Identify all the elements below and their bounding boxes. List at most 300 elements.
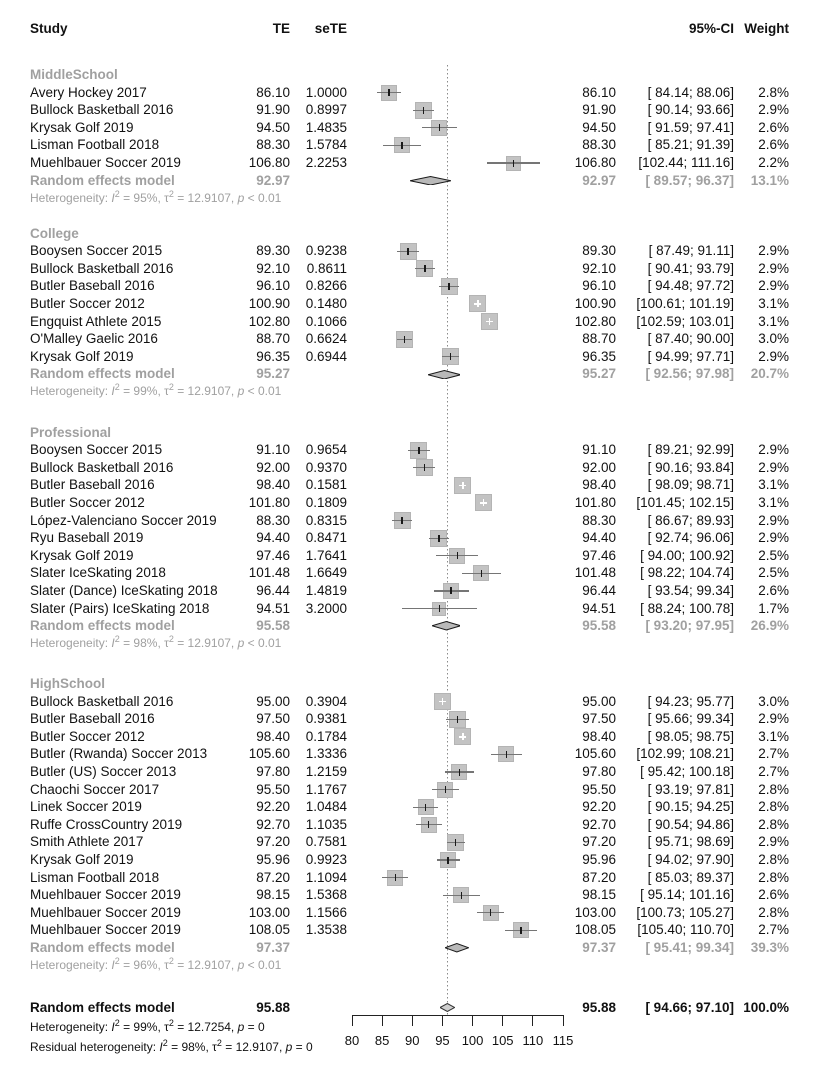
te-value: 88.70 <box>256 331 290 347</box>
sete-value: 0.9654 <box>305 442 347 458</box>
te-value-right: 87.20 <box>582 869 616 885</box>
sete-value: 1.1566 <box>305 904 347 920</box>
study-name: Ruffe CrossCountry 2019 <box>30 816 183 832</box>
ci-value: [ 95.42; 100.18] <box>640 764 734 779</box>
sete-value: 1.1035 <box>305 816 347 832</box>
sete-value: 1.1767 <box>305 781 347 797</box>
ci-value: [ 89.21; 92.99] <box>647 442 734 458</box>
ci-value: [105.40; 110.70] <box>637 922 734 938</box>
weight-value: 3.1% <box>758 728 789 744</box>
te-value: 91.90 <box>256 102 290 118</box>
overall-diamond <box>440 1003 455 1012</box>
te-value-right: 95.00 <box>582 693 616 709</box>
te-value-right: 92.10 <box>582 260 616 276</box>
weight-value: 2.9% <box>758 512 789 528</box>
subgroup-diamond <box>432 621 461 631</box>
point-estimate-tick <box>506 751 508 758</box>
te-value: 94.40 <box>256 530 290 546</box>
study-name: Chaochi Soccer 2017 <box>30 781 160 797</box>
weight-value: 3.1% <box>758 494 789 510</box>
point-estimate-tick <box>450 587 452 594</box>
study-name: Muehlbauer Soccer 2019 <box>30 155 181 170</box>
te-value-right: 92.20 <box>582 799 616 815</box>
ci-value: [ 84.14; 88.06] <box>647 84 734 100</box>
sete-value: 1.7641 <box>305 547 347 563</box>
sete-value: 0.3904 <box>305 693 347 709</box>
x-axis-tick-label: 95 <box>435 1033 450 1048</box>
te-value: 101.48 <box>248 565 290 581</box>
sete-value: 1.1094 <box>305 869 347 885</box>
weight-value: 2.8% <box>758 852 789 867</box>
te-value: 88.30 <box>256 137 290 153</box>
te-value: 97.50 <box>256 711 290 727</box>
point-estimate-tick <box>513 160 515 167</box>
weight-value: 1.7% <box>758 600 789 616</box>
x-axis-tick-label: 80 <box>344 1033 360 1048</box>
weight-value: 13.1% <box>750 172 789 188</box>
point-estimate-tick <box>395 874 397 881</box>
ci-value: [ 94.23; 95.77] <box>647 693 734 709</box>
study-name: Ryu Baseball 2019 <box>30 530 144 546</box>
ci-value: [ 98.05; 98.75] <box>647 728 734 744</box>
te-value-right: 94.40 <box>582 530 616 546</box>
weight-value: 2.9% <box>758 102 789 118</box>
weight-value: 3.0% <box>758 331 789 347</box>
ci-value: [ 94.00; 100.92] <box>640 547 734 563</box>
te-value-right: 95.96 <box>582 852 616 867</box>
point-estimate-tick <box>423 107 425 114</box>
te-value: 96.44 <box>256 582 290 598</box>
te-value: 92.20 <box>256 799 290 815</box>
point-estimate-tick <box>401 142 403 149</box>
x-axis-tick-label: 100 <box>461 1033 484 1048</box>
ci-value: [ 98.09; 98.71] <box>647 477 734 493</box>
sete-value: 1.2159 <box>305 764 347 779</box>
study-name: López-Valenciano Soccer 2019 <box>30 512 217 528</box>
sete-value: 0.1784 <box>305 728 347 744</box>
ci-value: [101.45; 102.15] <box>636 494 734 510</box>
ci-value: [ 85.03; 89.37] <box>647 869 734 885</box>
te-value: 97.37 <box>256 940 290 955</box>
sete-value: 1.3336 <box>305 746 347 762</box>
study-name: Muehlbauer Soccer 2019 <box>30 887 181 903</box>
te-value-right: 97.46 <box>582 547 616 563</box>
ci-value: [ 87.40; 90.00] <box>647 331 734 347</box>
heterogeneity-text: Heterogeneity: $I^2 = 96\%$, $\tau^2 = 12.9107$, p < 0.01 <box>30 956 282 973</box>
study-name: Krysak Golf 2019 <box>30 547 134 563</box>
te-value-right: 95.50 <box>582 781 616 797</box>
weight-value: 3.1% <box>758 313 789 329</box>
te-value: 94.51 <box>256 600 290 616</box>
point-estimate-tick <box>481 570 483 577</box>
sete-value: 0.9370 <box>305 459 347 475</box>
study-name: Random effects model <box>30 999 175 1015</box>
weight-value: 2.8% <box>758 799 789 815</box>
te-value-right: 101.80 <box>574 494 616 510</box>
heterogeneity-text: Heterogeneity: $I^2 = 98\%$, $\tau^2 = 12.9107$, p < 0.01 <box>30 634 282 651</box>
sete-value: 0.8997 <box>305 102 347 118</box>
x-axis-tick-label: 85 <box>374 1033 390 1048</box>
te-value-right: 102.80 <box>574 313 616 329</box>
x-axis-tick <box>563 1015 564 1026</box>
te-value: 103.00 <box>248 904 290 920</box>
sete-value: 0.8315 <box>305 512 347 528</box>
te-value-right: 106.80 <box>574 155 616 170</box>
te-value: 95.96 <box>256 852 290 867</box>
ci-value: [ 93.20; 97.95] <box>645 618 734 634</box>
te-value-right: 98.40 <box>582 477 616 493</box>
ci-value: [ 92.74; 96.06] <box>647 530 734 546</box>
study-name: Krysak Golf 2019 <box>30 119 134 135</box>
study-name: Engquist Athlete 2015 <box>30 313 162 329</box>
weight-value: 2.2% <box>758 155 789 170</box>
ci-value: [102.44; 111.16] <box>638 155 734 170</box>
te-value-right: 98.40 <box>582 728 616 744</box>
study-name: Slater IceSkating 2018 <box>30 565 166 581</box>
te-value: 96.35 <box>256 348 290 364</box>
study-name: Smith Athlete 2017 <box>30 834 144 850</box>
x-axis-tick <box>472 1015 473 1026</box>
x-axis-tick <box>382 1015 383 1026</box>
weight-value: 2.9% <box>758 711 789 727</box>
point-estimate-tick <box>447 857 449 864</box>
study-name: Booysen Soccer 2015 <box>30 243 163 259</box>
sete-value: 0.1581 <box>305 477 347 493</box>
study-name: Booysen Soccer 2015 <box>30 442 163 458</box>
point-estimate-tick <box>455 839 457 846</box>
te-value: 108.05 <box>248 922 290 938</box>
weight-value: 3.1% <box>758 295 789 311</box>
study-name: Butler Baseball 2016 <box>30 711 155 727</box>
study-name: Muehlbauer Soccer 2019 <box>30 922 181 938</box>
sete-value: 0.7581 <box>305 834 347 850</box>
point-estimate-tick <box>457 552 459 559</box>
weight-value: 2.9% <box>758 260 789 276</box>
weight-value: 100.0% <box>743 999 789 1015</box>
te-value: 92.00 <box>256 459 290 475</box>
point-estimate-tick <box>404 336 406 343</box>
study-name: Bullock Basketball 2016 <box>30 693 174 709</box>
sete-value: 1.6649 <box>305 565 347 581</box>
te-value-right: 91.90 <box>582 102 616 118</box>
te-value: 92.10 <box>256 260 290 276</box>
sete-value: 3.2000 <box>305 600 347 616</box>
point-estimate-tick <box>461 892 463 899</box>
te-value: 98.15 <box>256 887 290 903</box>
ci-value: [ 93.19; 97.81] <box>647 781 734 797</box>
study-name: Random effects model <box>30 940 175 955</box>
te-value: 87.20 <box>256 869 290 885</box>
te-value: 95.50 <box>256 781 290 797</box>
te-value: 95.58 <box>256 618 290 634</box>
te-value-right: 89.30 <box>582 243 616 259</box>
point-estimate-tick <box>428 821 430 828</box>
column-header-study: Study <box>30 21 68 36</box>
point-estimate-plus-v <box>442 698 444 705</box>
study-name: Butler Baseball 2016 <box>30 477 155 493</box>
te-value: 95.88 <box>256 999 290 1015</box>
study-name: Slater (Dance) IceSkating 2018 <box>30 582 218 598</box>
ci-value: [102.59; 103.01] <box>636 313 734 329</box>
ci-value: [ 95.41; 99.34] <box>645 940 734 955</box>
te-value: 98.40 <box>256 728 290 744</box>
study-name: Krysak Golf 2019 <box>30 348 134 364</box>
weight-value: 39.3% <box>750 940 789 955</box>
study-name: Butler (Rwanda) Soccer 2013 <box>30 746 208 762</box>
point-estimate-plus-v <box>477 300 479 307</box>
ci-value: [ 89.57; 96.37] <box>645 172 734 188</box>
ci-value: [ 90.14; 93.66] <box>647 102 734 118</box>
te-value-right: 96.44 <box>582 582 616 598</box>
point-estimate-tick <box>424 464 426 471</box>
sete-value: 1.4819 <box>305 582 347 598</box>
study-name: Butler Soccer 2012 <box>30 295 145 311</box>
te-value-right: 88.30 <box>582 137 616 153</box>
weight-value: 2.9% <box>758 530 789 546</box>
te-value-right: 108.05 <box>574 922 616 938</box>
group-label: Professional <box>30 424 112 440</box>
weight-value: 2.9% <box>758 278 789 294</box>
study-name: Butler (US) Soccer 2013 <box>30 764 177 779</box>
te-value-right: 101.48 <box>574 565 616 581</box>
sete-value: 0.1066 <box>305 313 347 329</box>
sete-value: 0.6624 <box>305 331 347 347</box>
te-value-right: 91.10 <box>582 442 616 458</box>
x-axis-tick <box>532 1015 533 1026</box>
study-name: Butler Soccer 2012 <box>30 494 145 510</box>
point-estimate-tick <box>439 605 441 612</box>
te-value-right: 96.10 <box>582 278 616 294</box>
te-value-right: 97.50 <box>582 711 616 727</box>
heterogeneity-text: Heterogeneity: $I^2 = 99\%$, $\tau^2 = 12.9107$, p < 0.01 <box>30 382 282 399</box>
study-name: Butler Baseball 2016 <box>30 278 155 294</box>
study-name: Butler Soccer 2012 <box>30 728 145 744</box>
sete-value: 0.9381 <box>305 711 347 727</box>
ci-value: [ 85.21; 91.39] <box>647 137 734 153</box>
te-value-right: 97.80 <box>582 764 616 779</box>
te-value: 96.10 <box>256 278 290 294</box>
ci-value: [ 88.24; 100.78] <box>640 600 734 616</box>
sete-value: 1.3538 <box>305 922 347 938</box>
weight-value: 2.8% <box>758 781 789 797</box>
weight-value: 2.7% <box>758 922 789 938</box>
te-value: 94.50 <box>256 119 290 135</box>
subgroup-diamond <box>428 370 461 380</box>
sete-value: 2.2253 <box>305 155 347 170</box>
weight-value: 2.6% <box>758 119 789 135</box>
te-value-right: 97.20 <box>582 834 616 850</box>
heterogeneity-text: Heterogeneity: $I^2 = 95\%$, $\tau^2 = 12.9107$, p < 0.01 <box>30 188 282 205</box>
point-estimate-tick <box>445 786 447 793</box>
sete-value: 0.8266 <box>305 278 347 294</box>
study-name: Lisman Football 2018 <box>30 137 160 153</box>
te-value: 105.60 <box>248 746 290 762</box>
weight-value: 20.7% <box>750 366 789 382</box>
weight-value: 3.0% <box>758 693 789 709</box>
point-estimate-tick <box>459 769 461 776</box>
study-name: Bullock Basketball 2016 <box>30 260 174 276</box>
weight-value: 2.7% <box>758 746 789 762</box>
te-value: 95.27 <box>256 366 290 382</box>
weight-value: 2.9% <box>758 459 789 475</box>
te-value-right: 105.60 <box>574 746 616 762</box>
te-value: 100.90 <box>248 295 290 311</box>
column-header-te: TE <box>272 21 290 36</box>
te-value: 89.30 <box>256 243 290 259</box>
point-estimate-tick <box>407 248 409 255</box>
ci-value: [ 94.48; 97.72] <box>647 278 734 294</box>
te-value-right: 95.58 <box>582 618 616 634</box>
x-axis-tick <box>442 1015 443 1026</box>
ci-value: [ 90.41; 93.79] <box>647 260 734 276</box>
ci-value: [ 94.66; 97.10] <box>645 999 734 1015</box>
study-name: Avery Hockey 2017 <box>30 84 147 100</box>
ci-value: [ 95.71; 98.69] <box>647 834 734 850</box>
ci-value: [102.99; 108.21] <box>636 746 734 762</box>
group-label: College <box>30 225 79 241</box>
weight-value: 2.9% <box>758 348 789 364</box>
te-value-right: 88.30 <box>582 512 616 528</box>
weight-value: 26.9% <box>750 618 789 634</box>
weight-value: 2.6% <box>758 137 789 153</box>
ci-value: [ 98.22; 104.74] <box>640 565 734 581</box>
te-value: 86.10 <box>256 84 290 100</box>
ci-value: [ 91.59; 97.41] <box>647 119 734 135</box>
te-value-right: 92.70 <box>582 816 616 832</box>
te-value-right: 94.51 <box>582 600 616 616</box>
sete-value: 0.6944 <box>305 348 347 364</box>
point-estimate-tick <box>424 265 426 272</box>
te-value: 102.80 <box>248 313 290 329</box>
sete-value: 0.9238 <box>305 243 347 259</box>
x-axis-tick-label: 90 <box>405 1033 420 1048</box>
study-name: Random effects model <box>30 366 175 382</box>
x-axis-tick-label: 110 <box>522 1033 544 1048</box>
weight-value: 2.5% <box>758 565 789 581</box>
sete-value: 0.8611 <box>306 260 347 276</box>
sete-value: 1.5784 <box>305 137 347 153</box>
x-axis-tick <box>412 1015 413 1026</box>
weight-value: 2.8% <box>758 816 789 832</box>
column-header-sete: seTE <box>314 21 347 36</box>
study-name: O'Malley Gaelic 2016 <box>30 331 158 347</box>
te-value: 88.30 <box>256 512 290 528</box>
weight-value: 3.1% <box>758 477 789 493</box>
ci-value: [ 94.02; 97.90] <box>647 852 734 867</box>
te-value: 97.80 <box>256 764 290 779</box>
weight-value: 2.8% <box>758 869 789 885</box>
subgroup-diamond <box>445 943 469 953</box>
point-estimate-tick <box>401 517 403 524</box>
sete-value: 0.1480 <box>305 295 347 311</box>
study-name: Random effects model <box>30 172 175 188</box>
te-value-right: 100.90 <box>574 295 616 311</box>
te-value-right: 95.27 <box>582 366 616 382</box>
weight-value: 2.8% <box>758 84 789 100</box>
point-estimate-tick <box>520 927 522 934</box>
point-estimate-tick <box>439 124 441 131</box>
study-name: Lisman Football 2018 <box>30 869 160 885</box>
ci-value: [ 86.67; 89.93] <box>647 512 734 528</box>
group-label: HighSchool <box>30 676 105 691</box>
point-estimate-plus-v <box>462 482 464 489</box>
sete-value: 1.5368 <box>305 887 347 903</box>
ci-value: [ 92.56; 97.98] <box>645 366 734 382</box>
reference-line <box>447 65 448 1015</box>
sete-value: 0.1809 <box>305 494 347 510</box>
study-name: Slater (Pairs) IceSkating 2018 <box>30 600 210 616</box>
te-value-right: 86.10 <box>582 84 616 100</box>
study-name: Bullock Basketball 2016 <box>30 102 174 118</box>
te-value: 106.80 <box>248 155 290 170</box>
point-estimate-plus-v <box>489 318 491 325</box>
column-header-weight: Weight <box>744 21 789 36</box>
te-value: 97.46 <box>256 547 290 563</box>
point-estimate-tick <box>388 89 390 96</box>
weight-value: 2.7% <box>758 764 789 779</box>
column-header-ci: 95%-CI <box>688 21 734 36</box>
sete-value: 1.0000 <box>305 84 347 100</box>
weight-value: 2.6% <box>758 582 789 598</box>
ci-value: [ 93.54; 99.34] <box>647 582 734 598</box>
x-axis-tick <box>502 1015 503 1026</box>
group-label: MiddleSchool <box>30 67 118 82</box>
point-estimate-tick <box>418 447 420 454</box>
te-value: 98.40 <box>256 477 290 493</box>
te-value: 95.00 <box>256 693 290 709</box>
te-value: 101.80 <box>248 494 290 510</box>
point-estimate-tick <box>490 909 492 916</box>
te-value-right: 97.37 <box>582 940 616 955</box>
ci-value: [ 95.14; 101.16] <box>640 887 734 903</box>
te-value: 92.70 <box>256 816 290 832</box>
ci-value: [ 90.15; 94.25] <box>647 799 734 815</box>
te-value: 92.97 <box>256 172 290 188</box>
x-axis-tick-label: 115 <box>552 1033 574 1048</box>
ci-value: [ 90.54; 94.86] <box>647 816 734 832</box>
sete-value: 1.0484 <box>305 799 347 815</box>
overall-heterogeneity-text: Heterogeneity: $I^2 = 99\%$, $\tau^2 = 12.7254$, p = 0 <box>30 1018 265 1034</box>
study-name: Muehlbauer Soccer 2019 <box>30 904 181 920</box>
point-estimate-tick <box>448 283 450 290</box>
te-value-right: 103.00 <box>574 904 616 920</box>
point-estimate-plus-v <box>462 733 464 740</box>
weight-value: 2.9% <box>758 834 789 850</box>
residual-heterogeneity-text: Residual heterogeneity: $I^2 = 98\%$, $\tau^2 = 12.9107$, p = 0 <box>30 1038 313 1054</box>
x-axis-tick <box>352 1015 353 1026</box>
weight-value: 2.6% <box>758 887 789 903</box>
ci-value: [ 94.99; 97.71] <box>647 348 734 364</box>
point-estimate-tick <box>450 353 452 360</box>
ci-value: [ 90.16; 93.84] <box>647 459 734 475</box>
te-value-right: 98.15 <box>582 887 616 903</box>
weight-value: 2.9% <box>758 243 789 259</box>
subgroup-diamond <box>410 176 451 186</box>
sete-value: 1.4835 <box>305 119 347 135</box>
study-name: Random effects model <box>30 618 175 634</box>
te-value-right: 96.35 <box>582 348 616 364</box>
weight-value: 2.9% <box>758 442 789 458</box>
ci-value: [ 87.49; 91.11] <box>648 243 734 259</box>
study-name: Bullock Basketball 2016 <box>30 459 174 475</box>
study-name: Krysak Golf 2019 <box>30 852 134 867</box>
x-axis-tick-label: 105 <box>491 1033 514 1048</box>
te-value-right: 92.97 <box>582 172 616 188</box>
te-value-right: 95.88 <box>582 999 616 1015</box>
te-value-right: 92.00 <box>582 459 616 475</box>
te-value: 97.20 <box>256 834 290 850</box>
weight-value: 2.8% <box>758 904 789 920</box>
